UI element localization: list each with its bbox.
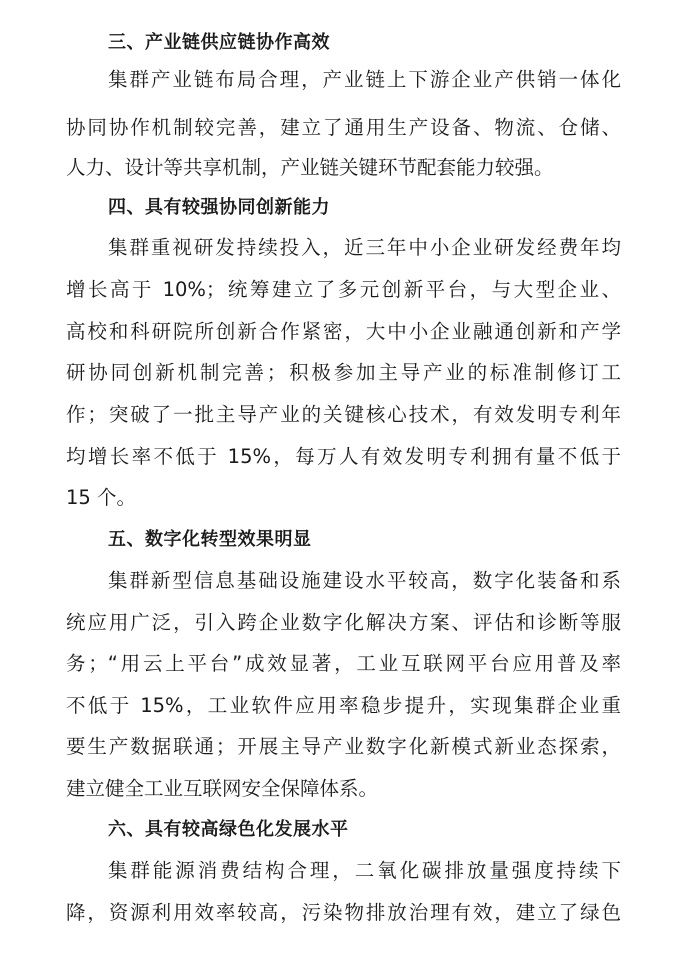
section-6-heading: 六、具有较高绿色化发展水平	[108, 819, 349, 840]
section-4-paragraph-line: 作；突破了一批主导产业的关键核心技术，有效发明专利年	[66, 403, 621, 426]
section-6-paragraph-line: 降，资源利用效率较高，污染物排放治理有效，建立了绿色	[66, 901, 621, 924]
section-4-heading: 四、具有较强协同创新能力	[108, 197, 330, 218]
section-3-paragraph-line: 协同协作机制较完善，建立了通用生产设备、物流、仓储、	[66, 116, 621, 139]
section-3-paragraph-line: 人力、设计等共享机制，产业链关键环节配套能力较强。	[66, 156, 554, 179]
section-3-paragraph-line: 集群产业链布局合理，产业链上下游企业产供销一体化	[108, 68, 621, 91]
section-5-paragraph-line: 不低于 15%，工业软件应用率稳步提升，实现集群企业重	[66, 694, 621, 717]
section-4-paragraph-line: 15 个。	[66, 486, 137, 509]
section-4-paragraph-line: 均增长率不低于 15%，每万人有效发明专利拥有量不低于	[66, 445, 621, 468]
section-5-paragraph-line: 集群新型信息基础设施建设水平较高，数字化装备和系	[108, 569, 621, 592]
section-5-paragraph-line: 务；“用云上平台”成效显著，工业互联网平台应用普及率	[66, 652, 621, 675]
section-5-heading: 五、数字化转型效果明显	[108, 529, 312, 550]
section-4-paragraph-line: 高校和科研院所创新合作紧密，大中小企业融通创新和产学	[66, 320, 621, 343]
section-6-paragraph-line: 集群能源消费结构合理，二氧化碳排放量强度持续下	[108, 859, 621, 882]
section-5-paragraph-line: 要生产数据联通；开展主导产业数字化新模式新业态探索，	[66, 735, 621, 758]
section-4-paragraph-line: 增长高于 10%；统筹建立了多元创新平台，与大型企业、	[66, 278, 621, 301]
section-5-paragraph-line: 统应用广泛，引入跨企业数字化解决方案、评估和诊断等服	[66, 611, 621, 634]
section-4-paragraph-line: 研协同创新机制完善；积极参加主导产业的标准制修订工	[66, 361, 621, 384]
section-4-paragraph-line: 集群重视研发持续投入，近三年中小企业研发经费年均	[108, 236, 621, 259]
section-5-paragraph-line: 建立健全工业互联网安全保障体系。	[66, 777, 379, 800]
section-3-heading: 三、产业链供应链协作高效	[108, 32, 330, 53]
